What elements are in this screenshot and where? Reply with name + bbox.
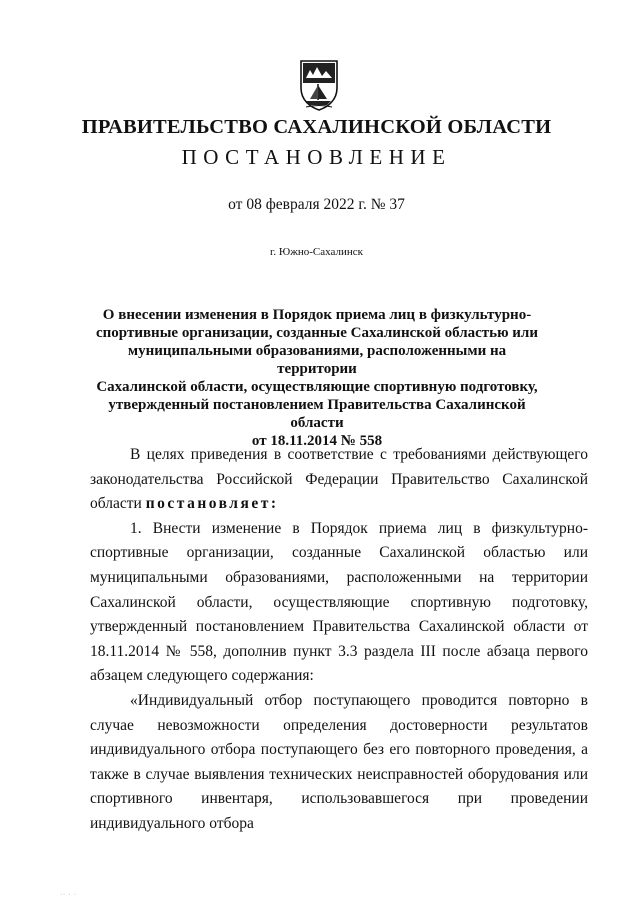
sakhalin-coat-of-arms-icon bbox=[297, 58, 341, 112]
quoted-amendment-paragraph: «Индивидуальный отбор поступающего проводится повторно в случае невозможности определения достоверности результатов индивидуального отбора поступающего без его повторного проведения, а также в случае выявления технических неисправностей оборудования или спортивного инвентаря, использовавшегося при проведении индивидуального отбора bbox=[90, 691, 588, 832]
title-line: О внесении изменения в Порядок приема лиц в физкультурно- bbox=[102, 307, 532, 323]
preamble-text: В целях приведения в соответствие с требованиями действующего законодательства Российской Федерации Правительство Сахалинской области bbox=[90, 446, 588, 513]
document-city: г. Южно-Сахалинск bbox=[270, 246, 363, 258]
document-title bbox=[92, 306, 542, 450]
title-line: от 18.11.2014 № 558 bbox=[251, 433, 383, 449]
document-body bbox=[90, 443, 588, 837]
document-type: ПОСТАНОВЛЕНИЕ bbox=[181, 145, 452, 169]
title-line: спортивные организации, созданные Сахалинской областью или bbox=[96, 325, 538, 341]
clause-1-paragraph: 1. Внести изменение в Порядок приема лиц в физкультурно-спортивные организации, созданные Сахалинской областью или муниципальными образованиями, расположенными на территории Сахалинской области, осуществляющие спортивную подготовку, утвержденный постановлением Правительства Сахалинской области от 18.11.2014 № 558, дополнив пункт 3.3 раздела III после абзаца первого абзацем следующего содержания: bbox=[90, 519, 588, 685]
title-line: Сахалинской области, осуществляющие спортивную подготовку, bbox=[96, 379, 538, 395]
scan-artifact: ·· · · bbox=[60, 892, 77, 898]
title-line: утвержденный постановлением Правительства Сахалинской области bbox=[108, 397, 526, 431]
organization-name: ПРАВИТЕЛЬСТВО САХАЛИНСКОЙ ОБЛАСТИ bbox=[81, 116, 552, 138]
document-date-number: от 08 февраля 2022 г. № 37 bbox=[228, 196, 405, 213]
preamble-paragraph bbox=[90, 443, 588, 517]
resolves-keyword: постановляет: bbox=[145, 495, 279, 513]
title-line: муниципальными образованиями, расположенными на территории bbox=[127, 343, 507, 377]
